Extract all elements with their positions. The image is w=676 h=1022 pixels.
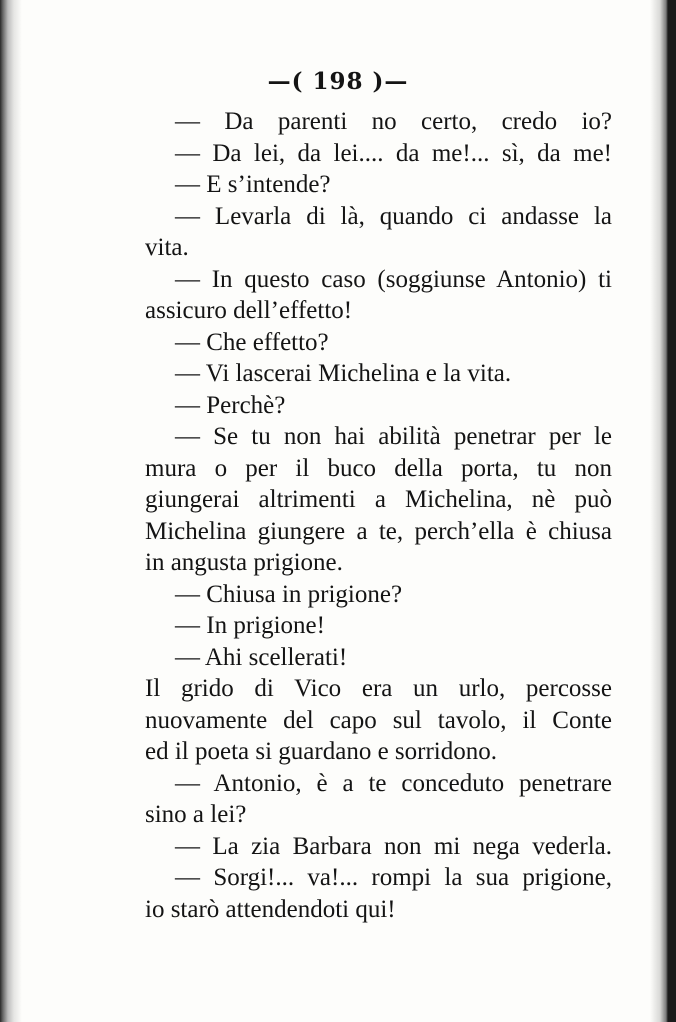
text-line: — Antonio, è a te conceduto penetrare [175,769,612,797]
text-line: ed il poeta si guardano e sorridono. [145,738,497,765]
text-line: vita. [145,234,189,261]
text-line: giungerai altrimenti a Michelina, nè può [145,486,612,513]
text-line: — Perchè? [175,391,286,419]
text-line: Il grido di Vico era un urlo, percosse [145,675,612,702]
text-line: — La zia Barbara non mi nega vederla. [175,832,612,860]
text-line: Michelina giungere a te, perch’ella è chiusa [145,517,612,545]
text-line: — Da parenti no certo, credo io? [175,108,612,135]
text-line: io starò attendendoti qui! [145,895,396,923]
page-number: —( 198 )— [267,68,409,95]
text-line: — Ahi scellerati! [175,643,348,671]
body-text [145,106,612,925]
text-line: — Che effetto? [175,328,329,356]
text-line: nuovamente del capo sul tavolo, il Conte [145,706,612,734]
text-line: — Se tu non hai abilità penetrar per le [175,423,612,450]
text-line: — In questo caso (soggiunse Antonio) ti [175,265,612,293]
page-right-edge [650,0,676,1022]
text-line: — Chiusa in prigione? [175,580,403,608]
text-line: assicuro dell’effetto! [145,297,353,324]
text-line: — E s’intende? [175,171,331,198]
page-left-edge [0,0,22,1022]
text-line: — Vi lascerai Michelina e la vita. [175,360,512,387]
text-line: sino a lei? [145,801,247,828]
text-line: — Levarla di là, quando ci andasse la [175,202,612,230]
text-line: — Da lei, da lei.... da me!... sì, da me! [175,139,612,167]
text-line: mura o per il buco della porta, tu non [145,454,612,482]
text-line: — In prigione! [175,612,325,639]
text-line: — Sorgi!... va!... rompi la sua prigione, [175,864,612,891]
text-line: in angusta prigione. [145,549,343,576]
